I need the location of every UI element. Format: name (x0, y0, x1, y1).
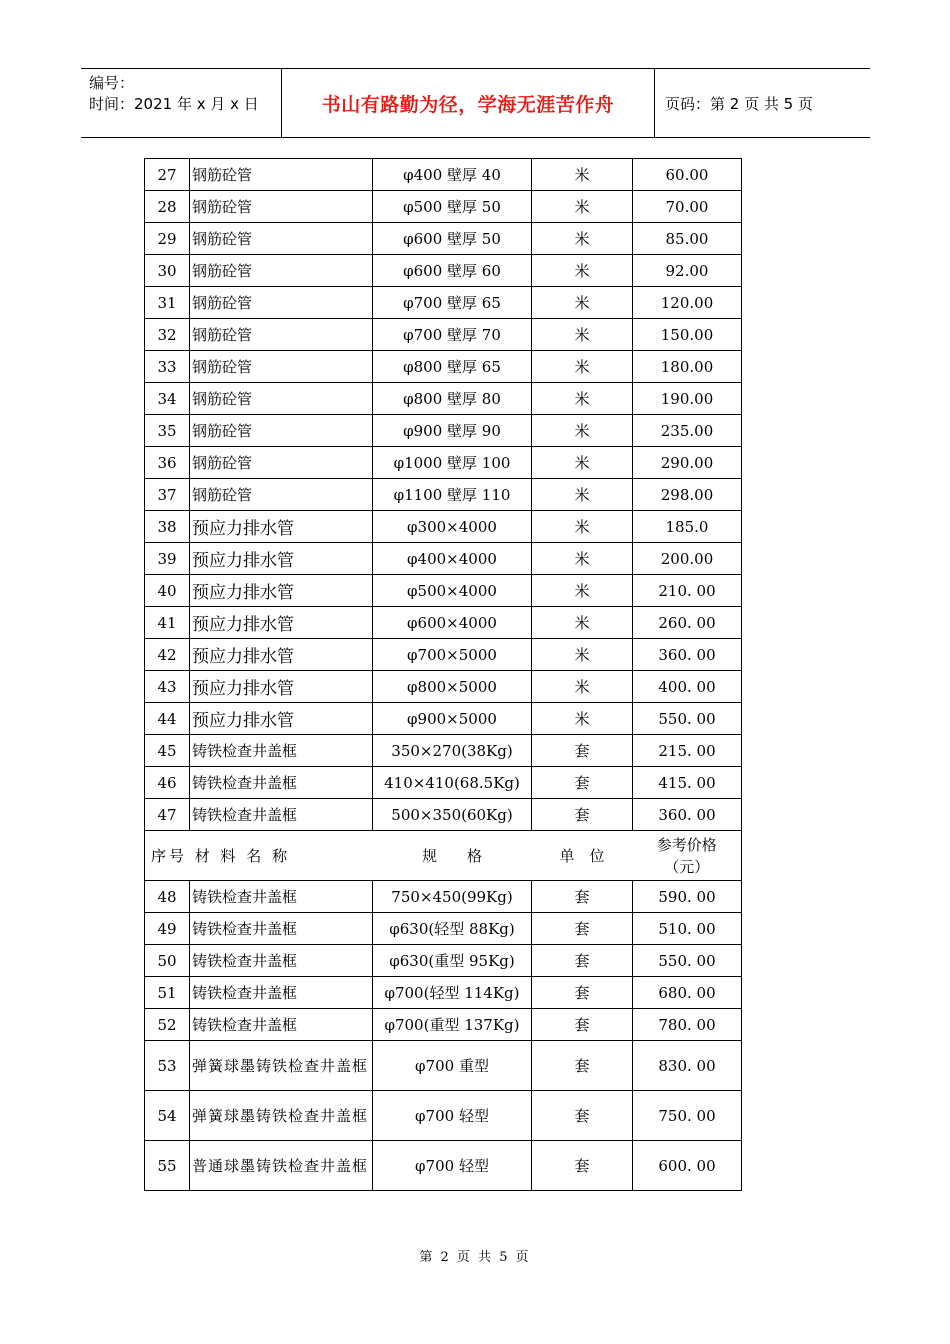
header-page-info: 页码：第 2 页 共 5 页 (665, 95, 813, 113)
column-header-price-line1: 参考价格 (656, 835, 717, 854)
material-price: 780. 00 (633, 1009, 742, 1041)
table-row (145, 1009, 742, 1041)
table-row (145, 575, 742, 607)
material-name: 铸铁检查井盖框 (190, 881, 373, 913)
material-unit: 米 (532, 255, 633, 287)
column-header-spec: 规 格 (373, 831, 532, 881)
material-name: 预应力排水管 (190, 543, 373, 575)
material-name: 预应力排水管 (190, 511, 373, 543)
row-number: 47 (145, 799, 190, 831)
material-price: 185.0 (633, 511, 742, 543)
material-name: 钢筋砼管 (190, 319, 373, 351)
material-unit: 米 (532, 639, 633, 671)
material-spec: φ700 壁厚 70 (373, 319, 532, 351)
material-price: 60.00 (633, 159, 742, 191)
table-row (145, 607, 742, 639)
table-row (145, 223, 742, 255)
material-name: 铸铁检查井盖框 (190, 799, 373, 831)
document-header (81, 68, 870, 138)
row-number: 49 (145, 913, 190, 945)
material-spec: 410×410(68.5Kg) (373, 767, 532, 799)
price-table-column-header (145, 831, 742, 881)
table-row (145, 735, 742, 767)
material-name: 钢筋砼管 (190, 351, 373, 383)
table-row (145, 287, 742, 319)
material-spec: φ700 重型 (373, 1041, 532, 1091)
material-name: 铸铁检查井盖框 (190, 735, 373, 767)
table-row (145, 447, 742, 479)
price-table-body-b (145, 881, 742, 1191)
material-price: 360. 00 (633, 799, 742, 831)
material-unit: 米 (532, 223, 633, 255)
material-spec: φ630(轻型 88Kg) (373, 913, 532, 945)
material-spec: φ700 轻型 (373, 1091, 532, 1141)
material-price: 215. 00 (633, 735, 742, 767)
material-name: 普通球墨铸铁检查井盖框 (190, 1141, 373, 1191)
column-header-price-line2: （元） (664, 857, 710, 876)
material-name: 预应力排水管 (190, 575, 373, 607)
material-price: 260. 00 (633, 607, 742, 639)
material-name: 铸铁检查井盖框 (190, 945, 373, 977)
material-spec: φ800 壁厚 80 (373, 383, 532, 415)
table-row (145, 703, 742, 735)
material-spec: φ900 壁厚 90 (373, 415, 532, 447)
material-name: 预应力排水管 (190, 703, 373, 735)
material-unit: 米 (532, 479, 633, 511)
material-name: 预应力排水管 (190, 671, 373, 703)
material-name: 铸铁检查井盖框 (190, 913, 373, 945)
material-spec: φ700×5000 (373, 639, 532, 671)
material-price: 590. 00 (633, 881, 742, 913)
row-number: 46 (145, 767, 190, 799)
row-number: 35 (145, 415, 190, 447)
material-price: 510. 00 (633, 913, 742, 945)
material-unit: 套 (532, 1141, 633, 1191)
material-unit: 米 (532, 447, 633, 479)
price-table (144, 158, 742, 1191)
material-unit: 米 (532, 383, 633, 415)
material-price: 85.00 (633, 223, 742, 255)
row-number: 29 (145, 223, 190, 255)
material-name: 钢筋砼管 (190, 479, 373, 511)
table-row (145, 1091, 742, 1141)
row-number: 41 (145, 607, 190, 639)
material-price: 235.00 (633, 415, 742, 447)
material-spec: φ300×4000 (373, 511, 532, 543)
table-row (145, 945, 742, 977)
material-spec: φ600×4000 (373, 607, 532, 639)
material-unit: 米 (532, 703, 633, 735)
row-number: 37 (145, 479, 190, 511)
material-name: 预应力排水管 (190, 639, 373, 671)
material-unit: 米 (532, 671, 633, 703)
header-left-block (89, 73, 279, 115)
material-price: 550. 00 (633, 703, 742, 735)
material-price: 70.00 (633, 191, 742, 223)
material-unit: 套 (532, 1091, 633, 1141)
material-price: 298.00 (633, 479, 742, 511)
row-number: 36 (145, 447, 190, 479)
material-spec: φ630(重型 95Kg) (373, 945, 532, 977)
material-spec: φ700 壁厚 65 (373, 287, 532, 319)
material-unit: 套 (532, 881, 633, 913)
material-spec: φ600 壁厚 50 (373, 223, 532, 255)
table-row (145, 799, 742, 831)
table-row (145, 351, 742, 383)
material-price: 750. 00 (633, 1091, 742, 1141)
material-name: 预应力排水管 (190, 607, 373, 639)
material-price: 150.00 (633, 319, 742, 351)
material-price: 415. 00 (633, 767, 742, 799)
material-unit: 米 (532, 191, 633, 223)
material-unit: 套 (532, 977, 633, 1009)
table-row (145, 479, 742, 511)
row-number: 52 (145, 1009, 190, 1041)
row-number: 33 (145, 351, 190, 383)
material-spec: φ400×4000 (373, 543, 532, 575)
material-name: 弹簧球墨铸铁检查井盖框 (190, 1091, 373, 1141)
material-price: 92.00 (633, 255, 742, 287)
document-time-label: 时间：2021 年 x 月 x 日 (89, 95, 259, 113)
table-row (145, 977, 742, 1009)
table-row (145, 671, 742, 703)
material-price: 550. 00 (633, 945, 742, 977)
row-number: 31 (145, 287, 190, 319)
material-price: 400. 00 (633, 671, 742, 703)
material-spec: φ1000 壁厚 100 (373, 447, 532, 479)
material-price: 290.00 (633, 447, 742, 479)
material-unit: 米 (532, 159, 633, 191)
column-header-no-name: 序号 材 料 名 称 (145, 831, 373, 881)
table-row (145, 543, 742, 575)
material-price: 360. 00 (633, 639, 742, 671)
material-unit: 米 (532, 319, 633, 351)
row-number: 34 (145, 383, 190, 415)
table-row (145, 767, 742, 799)
material-name: 钢筋砼管 (190, 383, 373, 415)
column-header-price (633, 831, 742, 881)
material-unit: 米 (532, 543, 633, 575)
material-unit: 米 (532, 415, 633, 447)
row-number: 40 (145, 575, 190, 607)
material-price: 680. 00 (633, 977, 742, 1009)
material-unit: 套 (532, 1009, 633, 1041)
table-row (145, 383, 742, 415)
row-number: 38 (145, 511, 190, 543)
row-number: 51 (145, 977, 190, 1009)
row-number: 48 (145, 881, 190, 913)
table-row (145, 913, 742, 945)
table-row (145, 1041, 742, 1091)
table-row (145, 319, 742, 351)
material-spec: φ400 壁厚 40 (373, 159, 532, 191)
page-footer: 第 2 页 共 5 页 (419, 1250, 531, 1265)
material-name: 弹簧球墨铸铁检查井盖框 (190, 1041, 373, 1091)
document-number-label: 编号： (89, 74, 135, 92)
material-unit: 米 (532, 511, 633, 543)
material-spec: 750×450(99Kg) (373, 881, 532, 913)
row-number: 43 (145, 671, 190, 703)
material-name: 铸铁检查井盖框 (190, 767, 373, 799)
row-number: 30 (145, 255, 190, 287)
material-unit: 套 (532, 767, 633, 799)
material-spec: φ800×5000 (373, 671, 532, 703)
row-number: 53 (145, 1041, 190, 1091)
row-number: 42 (145, 639, 190, 671)
material-spec: φ700(重型 137Kg) (373, 1009, 532, 1041)
material-spec: 350×270(38Kg) (373, 735, 532, 767)
material-price: 120.00 (633, 287, 742, 319)
material-unit: 米 (532, 287, 633, 319)
material-unit: 套 (532, 799, 633, 831)
material-spec: φ900×5000 (373, 703, 532, 735)
material-spec: φ1100 壁厚 110 (373, 479, 532, 511)
table-row (145, 511, 742, 543)
material-spec: φ700(轻型 114Kg) (373, 977, 532, 1009)
row-number: 44 (145, 703, 190, 735)
material-unit: 套 (532, 735, 633, 767)
material-spec: φ500×4000 (373, 575, 532, 607)
table-row (145, 1141, 742, 1191)
table-row (145, 415, 742, 447)
column-header-row (145, 831, 742, 881)
material-price: 180.00 (633, 351, 742, 383)
table-row (145, 159, 742, 191)
material-price: 600. 00 (633, 1141, 742, 1191)
material-unit: 米 (532, 607, 633, 639)
material-price: 830. 00 (633, 1041, 742, 1091)
table-row (145, 255, 742, 287)
row-number: 45 (145, 735, 190, 767)
row-number: 54 (145, 1091, 190, 1141)
material-unit: 米 (532, 351, 633, 383)
material-unit: 套 (532, 913, 633, 945)
row-number: 39 (145, 543, 190, 575)
header-divider (654, 69, 655, 137)
material-price: 190.00 (633, 383, 742, 415)
header-motto: 书山有路勤为径，学海无涯苦作舟 (321, 93, 615, 116)
material-name: 铸铁检查井盖框 (190, 977, 373, 1009)
material-name: 钢筋砼管 (190, 191, 373, 223)
column-header-unit: 单 位 (532, 831, 633, 881)
material-unit: 套 (532, 945, 633, 977)
material-spec: φ500 壁厚 50 (373, 191, 532, 223)
material-spec: φ800 壁厚 65 (373, 351, 532, 383)
price-table-body-a (145, 159, 742, 831)
table-row (145, 191, 742, 223)
row-number: 50 (145, 945, 190, 977)
material-spec: φ600 壁厚 60 (373, 255, 532, 287)
material-name: 钢筋砼管 (190, 223, 373, 255)
material-name: 铸铁检查井盖框 (190, 1009, 373, 1041)
material-price: 210. 00 (633, 575, 742, 607)
row-number: 27 (145, 159, 190, 191)
row-number: 28 (145, 191, 190, 223)
material-name: 钢筋砼管 (190, 447, 373, 479)
material-name: 钢筋砼管 (190, 415, 373, 447)
row-number: 32 (145, 319, 190, 351)
table-row (145, 881, 742, 913)
material-name: 钢筋砼管 (190, 159, 373, 191)
material-unit: 套 (532, 1041, 633, 1091)
material-name: 钢筋砼管 (190, 255, 373, 287)
material-spec: 500×350(60Kg) (373, 799, 532, 831)
table-row (145, 639, 742, 671)
material-name: 钢筋砼管 (190, 287, 373, 319)
material-unit: 米 (532, 575, 633, 607)
material-spec: φ700 轻型 (373, 1141, 532, 1191)
material-price: 200.00 (633, 543, 742, 575)
row-number: 55 (145, 1141, 190, 1191)
